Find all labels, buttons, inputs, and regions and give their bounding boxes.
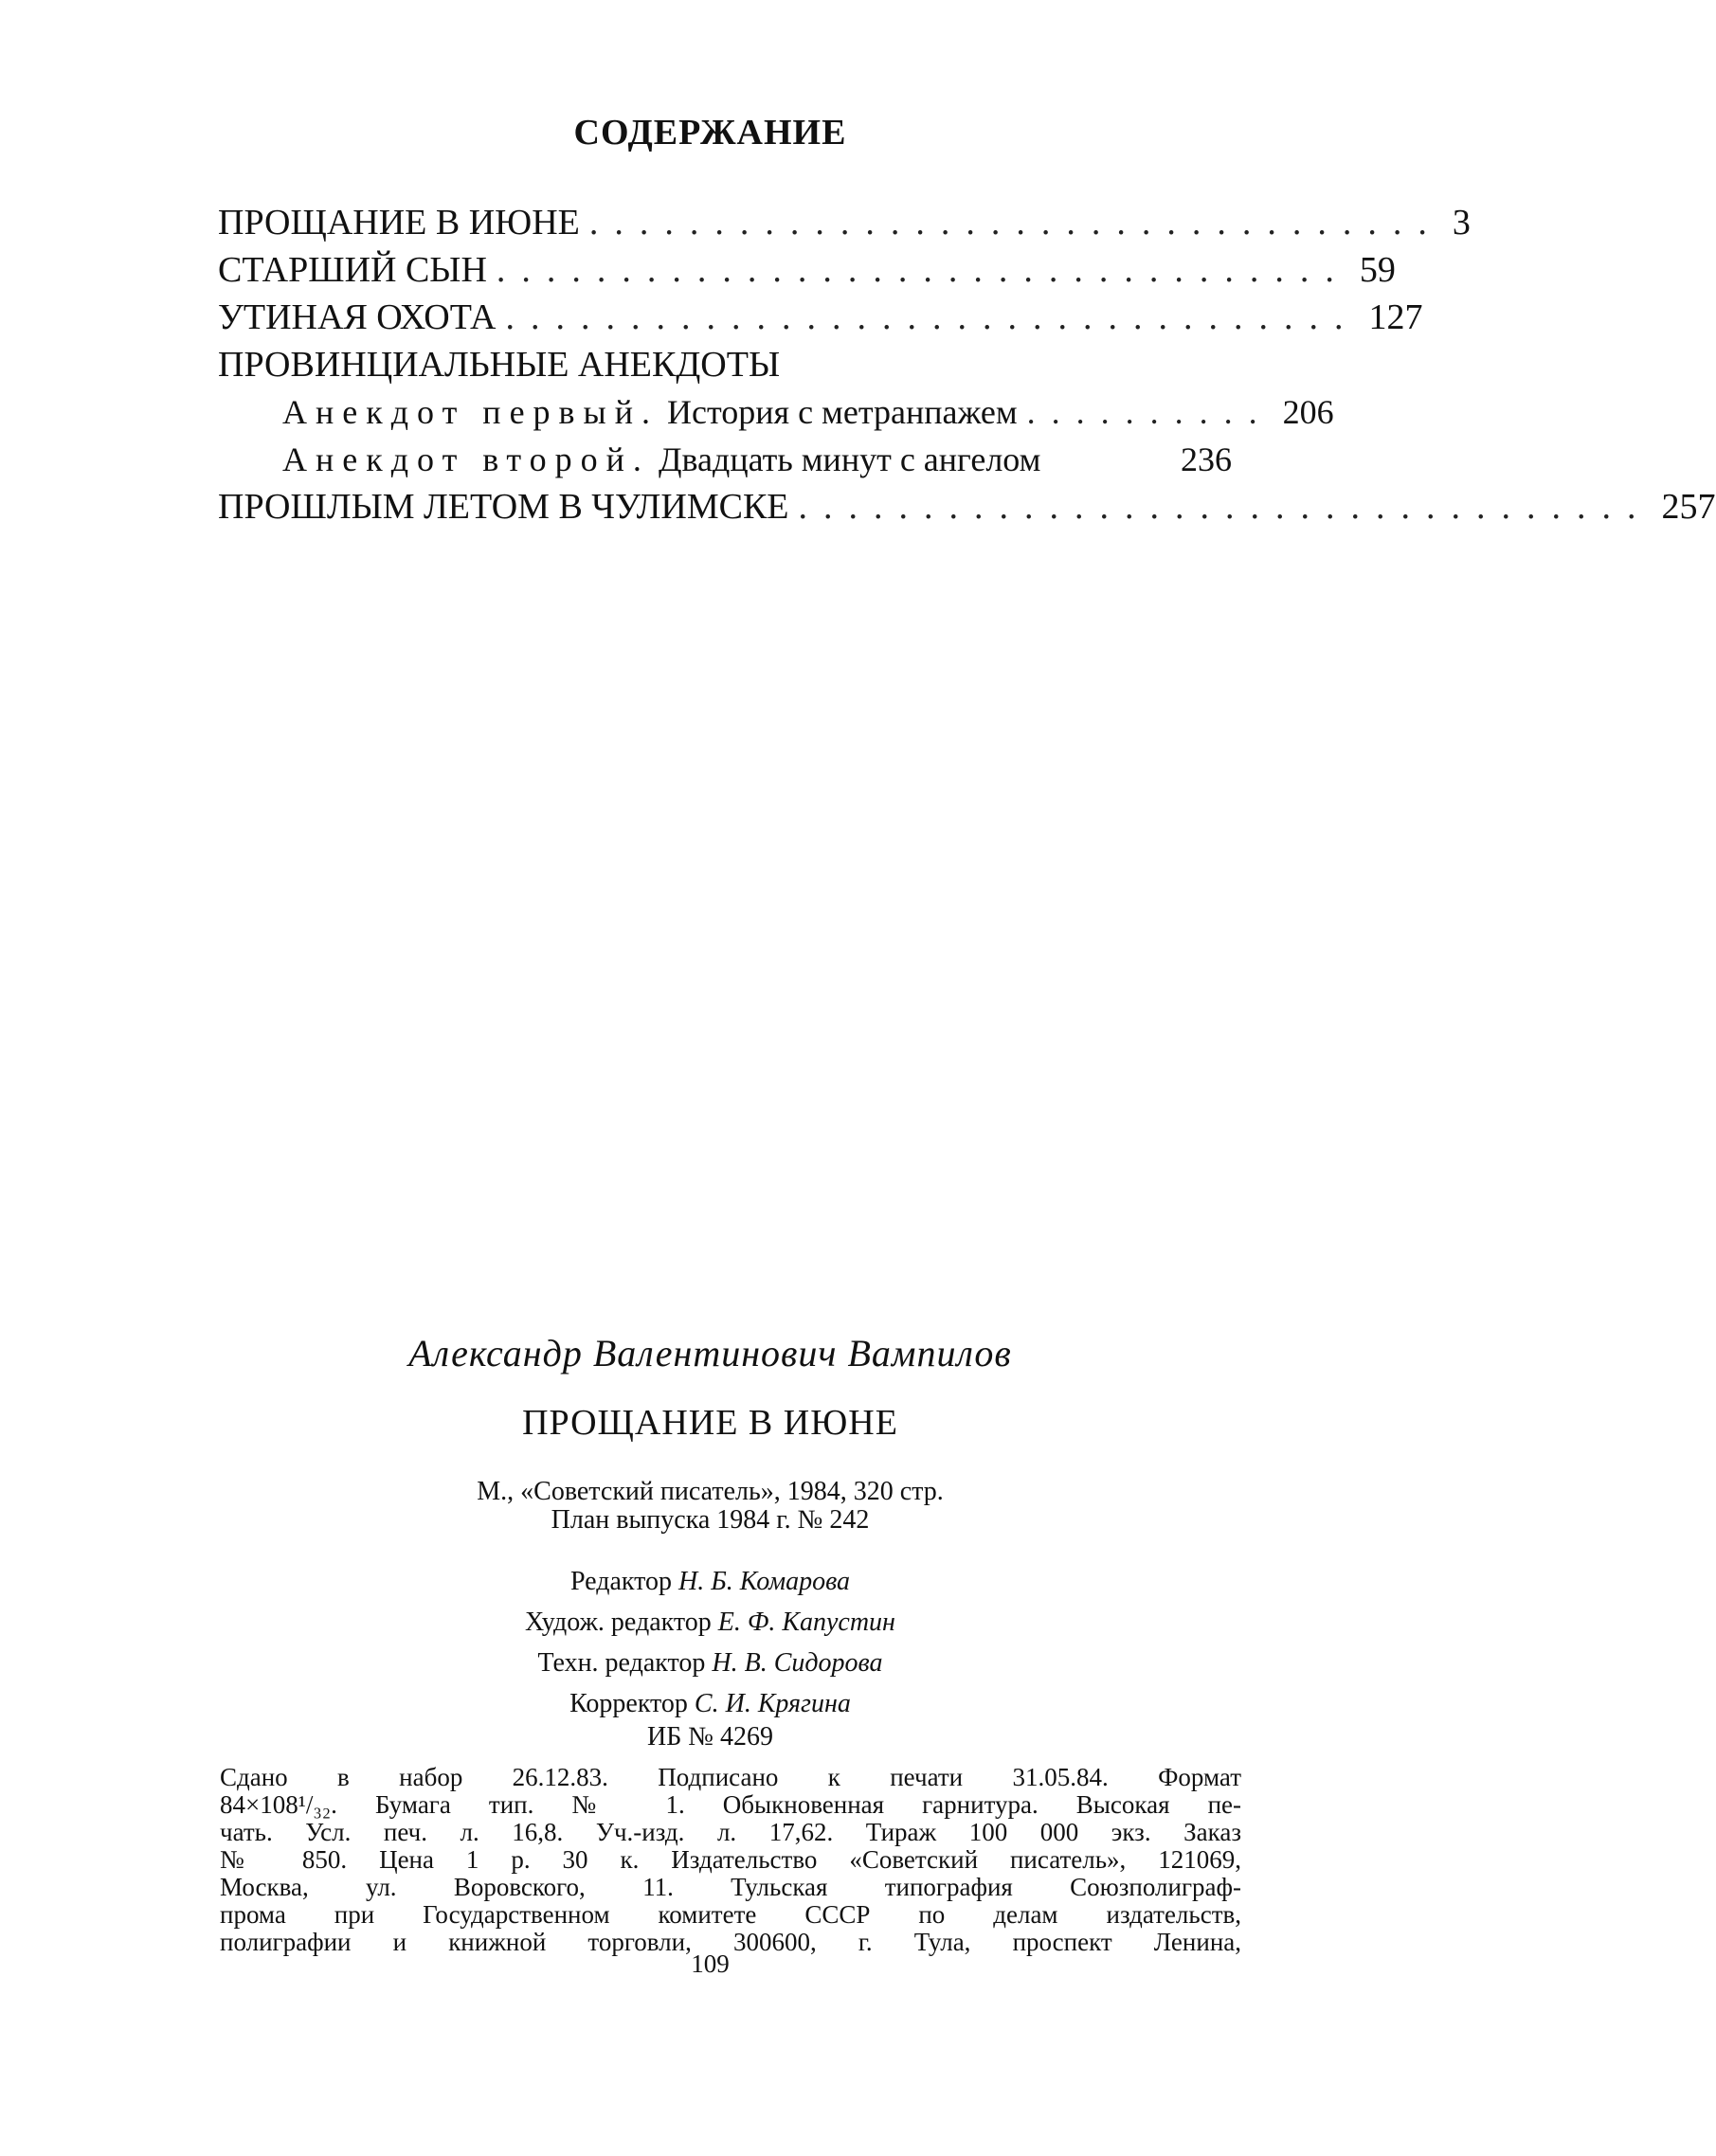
credit-line [0, 1602, 1420, 1643]
toc-subentry[interactable] [218, 436, 1232, 483]
toc-entry[interactable] [218, 246, 1396, 294]
toc-entry-page: 236 [1181, 440, 1232, 478]
toc-subentry-title [282, 388, 1018, 436]
toc-entry-title: ПРОВИНЦИАЛЬНЫЕ АНЕКДОТЫ [218, 345, 781, 385]
credit-line [0, 1683, 1420, 1724]
imprint-text [220, 1764, 1241, 1956]
publisher-line: М., «Советский писатель», 1984, 320 стр. [477, 1477, 944, 1506]
credit-name: Н. В. Сидорова [712, 1648, 883, 1678]
dot-leader: .......... [1026, 393, 1273, 431]
toc-subentry-lead: Анекдот второй. [282, 440, 650, 478]
imprint-line: № 850. Цена 1 р. 30 к. Издательство «Советский писатель», 121069, [220, 1845, 1241, 1874]
credit-role: Худож. редактор [525, 1608, 712, 1637]
dot-leader: .................................. [496, 250, 1350, 290]
contents-heading: СОДЕРЖАНИЕ [573, 113, 847, 153]
toc-entry-page: 206 [1282, 393, 1334, 431]
toc-section-heading [218, 341, 1232, 388]
credit-name: С. И. Крягина [694, 1689, 851, 1718]
toc-subentry-name: История с метранпажем [667, 393, 1018, 431]
dot-leader: .................................. [798, 487, 1653, 527]
imprint-line: прома при Государственном комитете СССР по делам издательств, [220, 1900, 1241, 1929]
toc-entry-title: СТАРШИЙ СЫН [218, 250, 487, 290]
toc-entry-page: 257 [1661, 487, 1716, 527]
credit-name: Е. Ф. Капустин [717, 1608, 895, 1637]
credit-role: Корректор [569, 1689, 688, 1718]
toc-entry[interactable] [218, 483, 1716, 530]
book-title: ПРОЩАНИЕ В ИЮНЕ [522, 1403, 898, 1443]
toc-entry-title: ПРОЩАНИЕ В ИЮНЕ [218, 203, 580, 243]
toc-entry-page: 127 [1368, 297, 1423, 337]
imprint-line: Сдано в набор 26.12.83. Подписано к печати 31.05.84. Формат [220, 1763, 1241, 1791]
imprint-line: чать. Усл. печ. л. 16,8. Уч.-изд. л. 17,62. Тираж 100 000 экз. Заказ [220, 1818, 1241, 1846]
dot-leader: .................................. [505, 297, 1360, 337]
ib-number: ИБ № 4269 [646, 1722, 773, 1752]
plan-line: План выпуска 1984 г. № 242 [551, 1505, 870, 1535]
toc-subentry-title [282, 436, 1040, 483]
toc-entry-title: ПРОШЛЫМ ЛЕТОМ В ЧУЛИМСКЕ [218, 487, 789, 527]
toc-subentry-name: Двадцать минут с ангелом [658, 440, 1041, 478]
imprint-line: Москва, ул. Воровского, 11. Тульская типография Союзполиграф- [220, 1873, 1241, 1901]
author-name: Александр Валентинович Вампилов [408, 1332, 1012, 1374]
imprint-last-line: 109 [691, 1949, 730, 1978]
credit-name: Н. Б. Комарова [678, 1567, 851, 1596]
credit-line [0, 1561, 1420, 1602]
toc-entry[interactable] [218, 199, 1471, 246]
credit-role: Техн. редактор [537, 1648, 706, 1678]
toc-subentry-lead: Анекдот первый. [282, 393, 659, 431]
toc-entry-title: УТИНАЯ ОХОТА [218, 297, 497, 337]
publication-info [0, 1478, 1420, 1535]
toc-entry-page: 3 [1452, 203, 1471, 243]
toc-entry-page: 59 [1359, 250, 1396, 290]
table-of-contents [218, 199, 1716, 530]
imprint-line: 84×108¹/₃₂. Бумага тип. № 1. Обыкновенная гарнитура. Высокая пе- [220, 1790, 1241, 1819]
credits-list [0, 1561, 1420, 1724]
credit-role: Редактор [569, 1567, 672, 1596]
imprint-line: полиграфии и книжной торговли, 300600, г. Тула, проспект Ленина, [220, 1928, 1241, 1956]
dot-leader: .................................. [588, 203, 1443, 243]
toc-entry[interactable] [218, 294, 1423, 341]
credit-line [0, 1643, 1420, 1683]
toc-subentry[interactable] [218, 388, 1334, 436]
